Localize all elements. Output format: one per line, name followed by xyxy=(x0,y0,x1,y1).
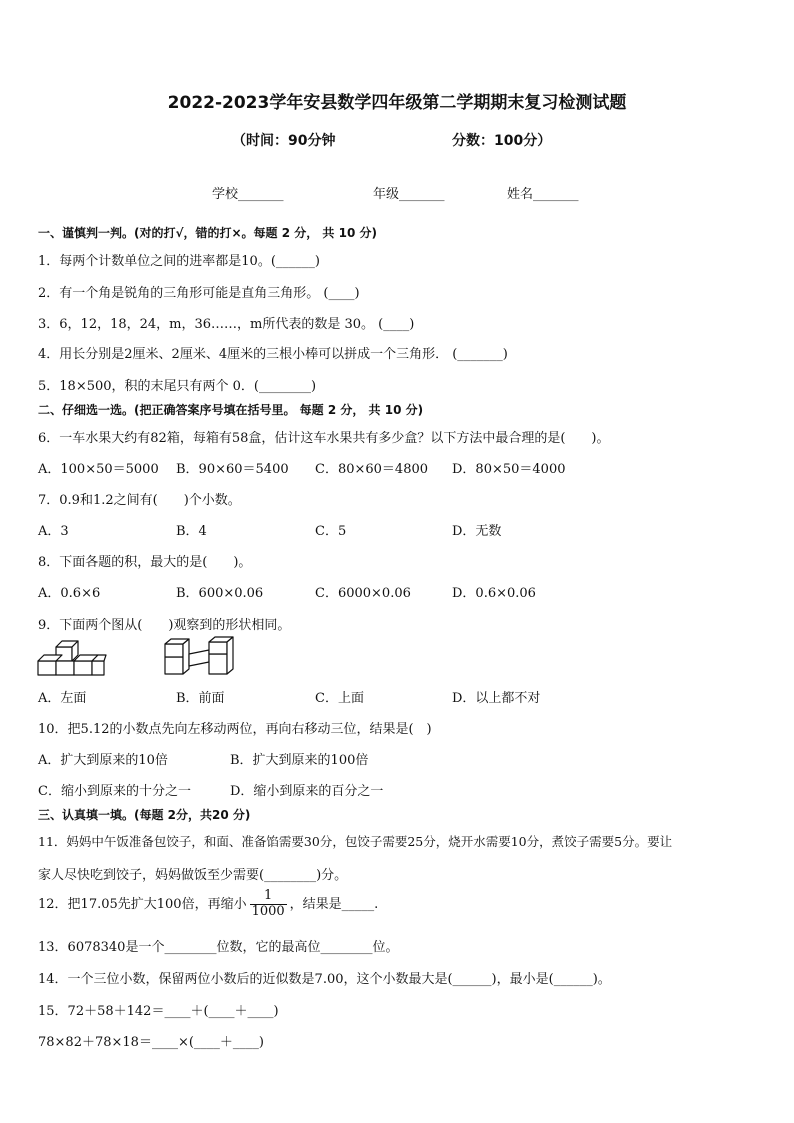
question-8: 8．下面各题的积，最大的是( )。 xyxy=(38,555,252,570)
q12-numerator: 1 xyxy=(263,888,273,903)
section2-heading: 二、仔细选一选。(把正确答案序号填在括号里。 每题 2 分， 共 10 分) xyxy=(38,403,424,417)
exam-title: 2022-2023学年安县数学四年级第二学期期末复习检测试题 xyxy=(167,93,627,113)
q7-option-a: A．3 xyxy=(38,524,69,539)
q12-text-before: 12．把17.05先扩大100倍，再缩小 xyxy=(38,896,247,912)
question-4: 4．用长分别是2厘米、2厘米、4厘米的三根小棒可以拼成一个三角形． (_______) xyxy=(38,347,508,362)
question-12 xyxy=(38,889,378,920)
exam-score: 分数：100分） xyxy=(452,133,552,149)
q12-denominator: 1000 xyxy=(251,903,285,919)
question-2: 2．有一个角是锐角的三角形可能是直角三角形。 (____) xyxy=(38,286,360,301)
question-13: 13．6078340是一个________位数，它的最高位________位。 xyxy=(38,940,399,955)
question-11-line2: 家人尽快吃到饺子，妈妈做饭至少需要(________)分。 xyxy=(38,868,348,883)
q12-text-after: ，结果是_____. xyxy=(289,896,379,912)
q10-option-a: A．扩大到原来的10倍 xyxy=(38,753,168,768)
q9-option-b: B．前面 xyxy=(176,691,225,706)
q12-fraction xyxy=(250,889,287,920)
section3-heading: 三、认真填一填。(每题 2分，共20 分) xyxy=(38,808,251,822)
question-7: 7．0.9和1.2之间有( )个小数。 xyxy=(38,493,241,508)
question-15-line2: 78×82＋78×18＝____×(____＋____) xyxy=(38,1035,264,1050)
question-15-line1: 15．72＋58＋142＝____＋(____＋____) xyxy=(38,1004,279,1019)
q9-option-d: D．以上都不对 xyxy=(452,691,541,706)
q10-option-c: C．缩小到原来的十分之一 xyxy=(38,784,191,799)
q9-figure-1 xyxy=(36,636,108,678)
question-1: 1．每两个计数单位之间的进率都是10。(______) xyxy=(38,254,320,269)
q7-option-d: D．无数 xyxy=(452,524,502,539)
q6-option-b: B．90×60＝5400 xyxy=(176,462,289,477)
question-14: 14．一个三位小数，保留两位小数后的近似数是7.00，这个小数最大是(______)，最小是(______)。 xyxy=(38,972,611,987)
q9-option-a: A．左面 xyxy=(38,691,87,706)
q10-option-b: B．扩大到原来的100倍 xyxy=(230,753,369,768)
q8-option-b: B．600×0.06 xyxy=(176,586,264,601)
q7-option-c: C．5 xyxy=(315,524,347,539)
q7-option-b: B．4 xyxy=(176,524,207,539)
q9-figure-2 xyxy=(162,636,242,678)
question-11-line1: 11．妈妈中午饭准备包饺子，和面、准备馅需要30分，包饺子需要25分，烧开水需要10分，煮饺子需要5分。要让 xyxy=(38,834,673,849)
grade-field: 年级_______ xyxy=(373,187,445,202)
q8-option-c: C．6000×0.06 xyxy=(315,586,411,601)
section1-heading: 一、谨慎判一判。(对的打√，错的打×。每题 2 分， 共 10 分) xyxy=(38,226,377,240)
exam-time: （时间：90分钟 xyxy=(232,133,336,149)
question-9: 9．下面两个图从( )观察到的形状相同。 xyxy=(38,618,291,633)
question-10: 10．把5.12的小数点先向左移动两位，再向右移动三位，结果是( ) xyxy=(38,722,432,737)
q10-option-d: D．缩小到原来的百分之一 xyxy=(230,784,384,799)
q6-option-d: D．80×50＝4000 xyxy=(452,462,566,477)
question-6: 6．一车水果大约有82箱，每箱有58盒，估计这车水果共有多少盒？以下方法中最合理的是( )。 xyxy=(38,431,610,446)
name-field: 姓名_______ xyxy=(507,187,579,202)
school-field: 学校_______ xyxy=(212,187,284,202)
q9-option-c: C．上面 xyxy=(315,691,364,706)
q8-option-a: A．0.6×6 xyxy=(38,586,101,601)
question-3: 3．6，12，18，24，m，36……，m所代表的数是 30。 (____) xyxy=(38,317,415,332)
q8-option-d: D．0.6×0.06 xyxy=(452,586,536,601)
question-5: 5．18×500，积的末尾只有两个 0．(________) xyxy=(38,379,317,394)
q6-option-a: A．100×50＝5000 xyxy=(38,462,159,477)
q6-option-c: C．80×60＝4800 xyxy=(315,462,429,477)
